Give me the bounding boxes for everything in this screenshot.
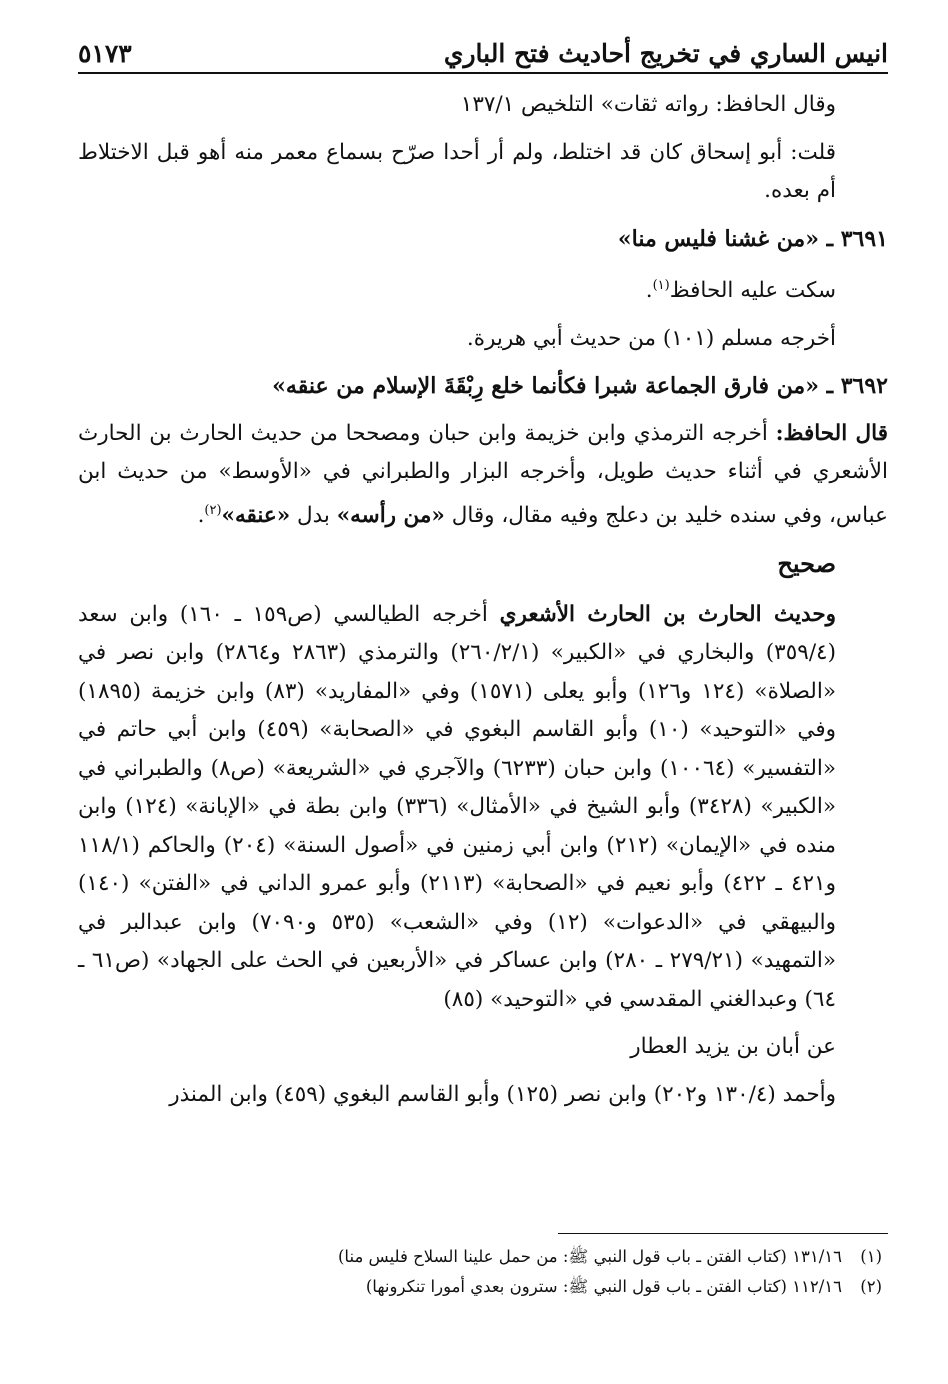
hadith-3691-heading: ٣٦٩١ ـ «من غشنا فليس منا»: [617, 225, 888, 252]
footnotes: [78, 1233, 888, 1302]
hadith-3692-hafiz: [78, 415, 888, 536]
section-title-sahih: صحيح: [777, 549, 836, 579]
footnote-ref-2: (٢): [204, 502, 222, 518]
footnote-text: ١١٢/١٦ (كتاب الفتن ـ باب قول النبي ﷺ: سترون بعدي أمورا تنكرونها): [365, 1277, 842, 1296]
footnote-2: [78, 1272, 888, 1302]
footnote-1: [78, 1242, 888, 1272]
badal-text: بدل: [290, 502, 337, 528]
footnote-number: (٢): [860, 1277, 882, 1296]
paragraph-qultu: قلت: أبو إسحاق كان قد اختلط، ولم أر أحدا صرّح بسماع معمر منه أهو قبل الاختلاط أم بعده.: [78, 139, 836, 203]
qal-alhafiz-label: قال الحافظ:: [775, 420, 888, 446]
tahqiq-paragraph: [78, 596, 888, 1020]
footnote-ref-1: (١): [652, 278, 670, 293]
paragraph-hafiz-quote: وقال الحافظ: رواته ثقات» التلخيص ١٣٧/١: [460, 92, 836, 117]
running-title: انيس الساري في تخريج أحاديث فتح الباري: [443, 39, 888, 68]
period: .: [197, 502, 205, 528]
hadith-3692-heading: ٣٦٩٢ ـ «من فارق الجماعة شبرا فكأنما خلع رِبْقَةَ الإسلام من عنقه»: [272, 373, 888, 400]
an-aban-line: عن أبان بن يزيد العطار: [630, 1034, 836, 1060]
page-body: [78, 86, 888, 1114]
hadith-3691-comment: سكت عليه الحافظ$^{(١)}$.: [645, 278, 836, 304]
hadith-3691-takhrij: أخرجه مسلم (١٠١) من حديث أبي هريرة.: [466, 325, 836, 351]
footnote-text: ١٣١/١٦ (كتاب الفتن ـ باب قول النبي ﷺ: من حمل علينا السلاح فليس منا): [338, 1247, 842, 1266]
book-page: [78, 28, 888, 1364]
tahqiq-lead: وحديث الحارث بن الحارث الأشعري: [499, 601, 837, 627]
footnote-rule: [558, 1233, 888, 1234]
ahmad-line: وأحمد (١٣٠/٤ و٢٠٢) وابن نصر (١٢٥) وأبو القاسم البغوي (٤٥٩) وابن المنذر: [169, 1081, 836, 1107]
min-rasihi: «من رأسه»: [336, 502, 445, 528]
page-number: ٥١٧٣: [78, 39, 132, 68]
qal-alhafiz-text: أخرجه الترمذي وابن خزيمة وابن حبان ومصححا من حديث الحارث بن الحارث الأشعري في أثناء حديث طويل، وأخرجه البزار والطبراني في «الأوسط» من حديث ابن عباس، وفي سنده خليد بن دعلج وفيه مقال، وقال: [78, 420, 888, 528]
sakat-text: سكت عليه الحافظ: [669, 278, 836, 304]
page-header: [78, 28, 888, 74]
tahqiq-text: أخرجه الطيالسي (ص١٥٩ ـ ١٦٠) وابن سعد (٣٥٩/٤) والبخاري في «الكبير» (٢٦٠/٢/١) والترمذي (٢٨٦٣ و٢٨٦٤) وابن نصر في «الصلاة» (١٢٤ و١٢٦) وأبو يعلى (١٥٧١) وفي «المفاريد» (٨٣) وابن خزيمة (١٨٩٥) وفي «التوحيد» (١٠) وأبو القاسم البغوي في «الصحابة» (٤٥٩) وابن أبي حاتم في «التفسير» (١٠٠٦٤) وابن حبان (٦٢٣٣) والآجري في «الشريعة» (ص٨) والطبراني في «الكبير» (٣٤٢٨) وأبو الشيخ في «الأمثال» (٣٣٦) وابن بطة في «الإبانة» (١٢٤) وابن منده في «الإيمان» (٢١٢) وابن أبي زمنين في «أصول السنة» (٢٠٤) والحاكم (١١٨/١ و٤٢١ ـ ٤٢٢) وأبو نعيم في «الصحابة» (٢١١٣) وأبو عمرو الداني في «الفتن» (١٤٠) والبيهقي في «الدعوات» (١٢) وفي «الشعب» (٥٣٥ و٧٠٩٠) وابن عبدالبر في «التمهيد» (٢٧٩/٢١ ـ ٢٨٠) وابن عساكر في «الأربعين في الحث على الجهاد» (ص٦١ ـ ٦٤) وعبدالغني المقدسي في «التوحيد» (٨٥): [78, 601, 837, 1012]
footnote-number: (١): [860, 1247, 882, 1266]
unuqihi: «عنقه»: [221, 502, 291, 528]
